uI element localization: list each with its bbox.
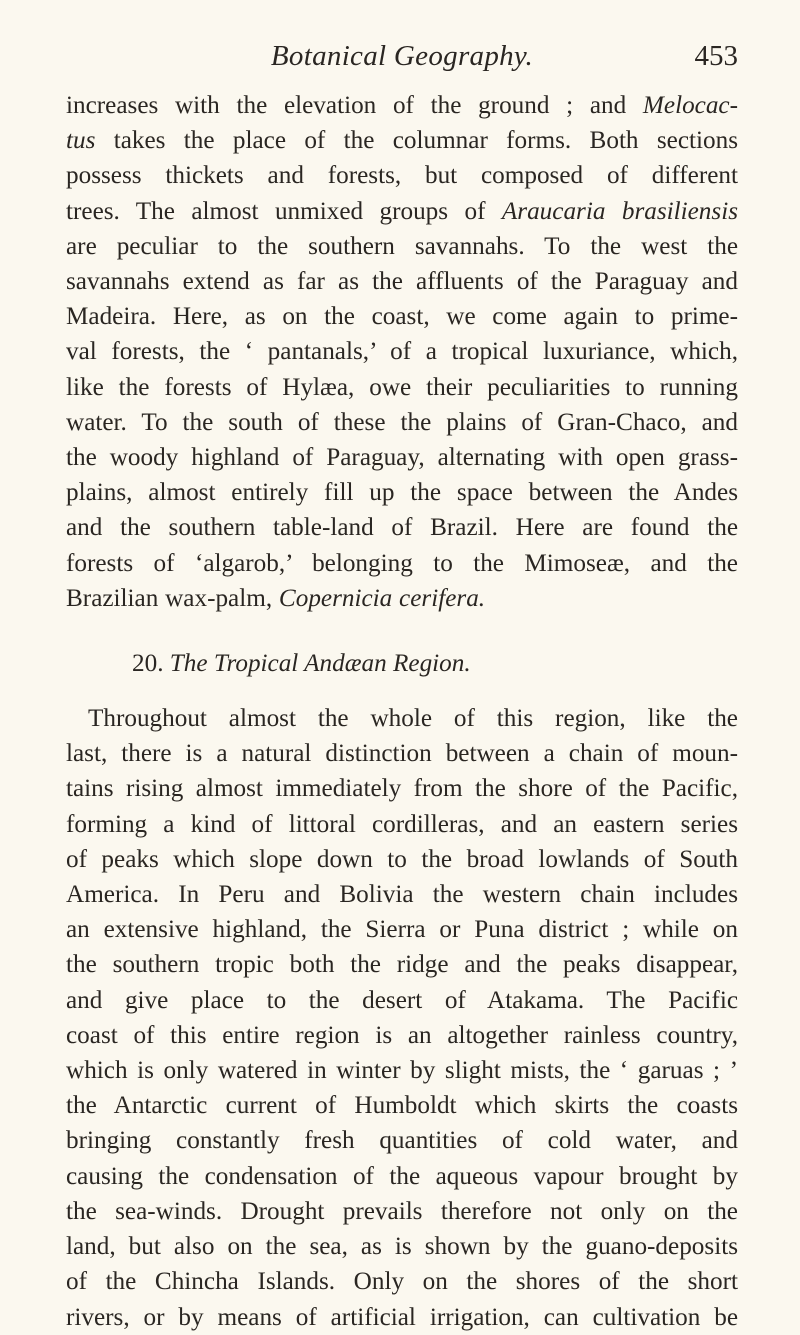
italic-term: tus [66,127,96,155]
text-line: val forests, the ‘ pantanals,’ of a tropical luxuriance, which, [66,338,738,366]
text-line: like the forests of Hylæa, owe their peculiarities to running [66,373,738,401]
paragraph-body [66,701,738,1335]
text-line: trees. The almost unmixed groups of Araucaria brasiliensis [66,197,739,225]
text-line: of the Chincha Islands. Only on the shores of the short [66,1268,738,1296]
text-line: an extensive highland, the Sierra or Puna district ; while on [66,916,738,944]
text-line: increases with the elevation of the ground ; and Melocac- [66,92,738,119]
text-line: last, there is a natural distinction between a chain of moun- [66,740,738,768]
text-line: rivers, or by means of artificial irrigation, can cultivation be [66,1303,738,1331]
text-line: forming a kind of littoral cordilleras, and an eastern series [66,810,738,838]
text-line: the woody highland of Paraguay, alternating with open grass- [66,444,738,472]
text-line: the southern tropic both the ridge and the peaks disappear, [66,951,738,979]
text-line: possess thickets and forests, but composed of different [66,162,738,190]
text-line: and give place to the desert of Atakama. The Pacific [66,986,738,1014]
text-line: forests of ‘algarob,’ belonging to the Mimoseæ, and the [66,549,738,577]
paragraph-continuation [66,88,738,616]
italic-term: Araucaria brasiliensis [501,197,739,225]
text-line: are peculiar to the southern savannahs. To the west the [66,232,738,260]
section-heading [66,646,738,681]
text-line: tus takes the place of the columnar forms. Both sections [66,127,738,155]
text-line: causing the condensation of the aqueous vapour brought by [66,1162,738,1190]
text-line: water. To the south of these the plains of Gran-Chaco, and [66,408,738,436]
text-line: of peaks which slope down to the broad lowlands of South [66,845,738,873]
section-title: The Tropical Andæan Region. [169,650,471,678]
section-number: 20. [132,650,164,678]
text-line: bringing constantly fresh quantities of cold water, and [66,1127,738,1155]
text-line: Throughout almost the whole of this region, like the [88,705,738,733]
text-line: savannahs extend as far as the affluents of the Paraguay and [66,268,738,296]
text-line: the sea-winds. Drought prevails therefore not only on the [66,1197,738,1225]
text-line: plains, almost entirely fill up the space between the Andes [66,479,738,507]
text-line: coast of this entire region is an altogether rainless country, [66,1021,738,1049]
text-line: which is only watered in winter by slight mists, the ‘ garuas ; ’ [66,1057,738,1085]
text-line: and the southern table-land of Brazil. Here are found the [66,514,738,542]
text-line: America. In Peru and Bolivia the western chain includes [66,881,738,909]
text-line: the Antarctic current of Humboldt which skirts the coasts [66,1092,738,1120]
text-line: land, but also on the sea, as is shown by the guano-deposits [66,1233,738,1261]
text-line: tains rising almost immediately from the shore of the Pacific, [66,775,738,803]
text-line: Madeira. Here, as on the coast, we come again to prime- [66,303,738,331]
page-number: 453 [694,40,738,72]
running-title: Botanical Geography. [270,40,534,72]
book-page [66,40,739,1331]
page-header [66,40,738,88]
italic-term: Copernicia cerifera. [278,584,486,612]
italic-term: Melocac- [642,92,738,119]
text-line: Brazilian wax-palm, Copernicia cerifera. [66,584,486,612]
